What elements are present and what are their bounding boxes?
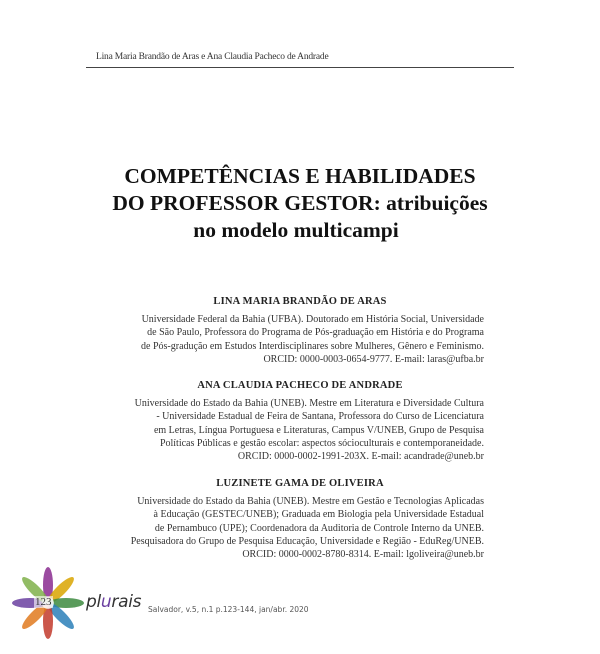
affiliation-line: Universidade do Estado da Bahia (UNEB). Mestre em Gestão e Tecnologias Aplicadas [137,496,484,507]
journal-logo-prefix: pl [86,592,101,612]
title-line-3: no modelo multicampi [193,218,399,242]
journal-logo-accent: u [100,592,112,612]
author-name: ANA CLAUDIA PACHECO DE ANDRADE [197,380,403,391]
affiliation-line: à Educação (GESTEC/UNEB); Graduada em Biologia pela Universidade Estadual [153,509,484,521]
running-header: Lina Maria Brandão de Aras e Ana Claudia Pacheco de Andrade [96,52,329,62]
page-footer [0,565,600,654]
article-title [60,163,540,244]
author-block-1 [100,296,500,366]
author-block-3 [100,478,500,561]
author-block-2 [100,380,500,463]
journal-logo [86,592,141,612]
affiliation-line: Políticas Públicas e gestão escolar: aspectos sócioculturais e contemporaneidade. [159,437,484,449]
header-rule [86,67,514,68]
author-name: LUZINETE GAMA DE OLIVEIRA [216,478,384,489]
author-name: LINA MARIA BRANDÃO DE ARAS [213,296,387,307]
affiliation-line: Universidade Federal da Bahia (UFBA). Doutorado em História Social, Universidade [141,314,484,325]
title-line-1: COMPETÊNCIAS E HABILIDADES [124,164,476,188]
citation: Salvador, v.5, n.1 p.123-144, jan/abr. 2020 [148,605,309,614]
journal-logo-suffix: rais [111,592,142,612]
affiliation-line: Pesquisadora do Grupo de Pesquisa Educação, Universidade e Região - EduReg/UNEB. [130,535,484,547]
affiliation-line: ORCID: 0000-0002-1991-203X. E-mail: acandrade@uneb.br [237,451,484,463]
affiliation-line: ORCID: 0000-0003-0654-9777. E-mail: laras@ufba.br [263,353,484,365]
affiliation-line: - Universidade Estadual de Feira de Santana, Professora do Curso de Licenciatura [156,411,484,423]
title-line-2: DO PROFESSOR GESTOR: atribuições [112,191,488,215]
affiliation-line: de Pernambuco (UPE); Coordenadora da Auditoria de Controle Interno da UNEB. [154,522,484,534]
page-number: 123 [35,596,52,608]
affiliation-line: Universidade do Estado da Bahia (UNEB). Mestre em Literatura e Diversidade Cultura [134,398,484,409]
affiliation-line: ORCID: 0000-0002-8780-8314. E-mail: lgoliveira@uneb.br [242,549,484,561]
affiliation-line: em Letras, Língua Portuguesa e Literaturas, Campus V/UNEB, Grupo de Pesquisa [153,424,484,436]
affiliation-line: de São Paulo, Professora do Programa de Pós-graduação em História e do Programa [147,327,484,339]
affiliation-line: de Pós-gradução em Estudos Interdisciplinares sobre Mulheres, Gênero e Feminismo. [141,340,484,352]
